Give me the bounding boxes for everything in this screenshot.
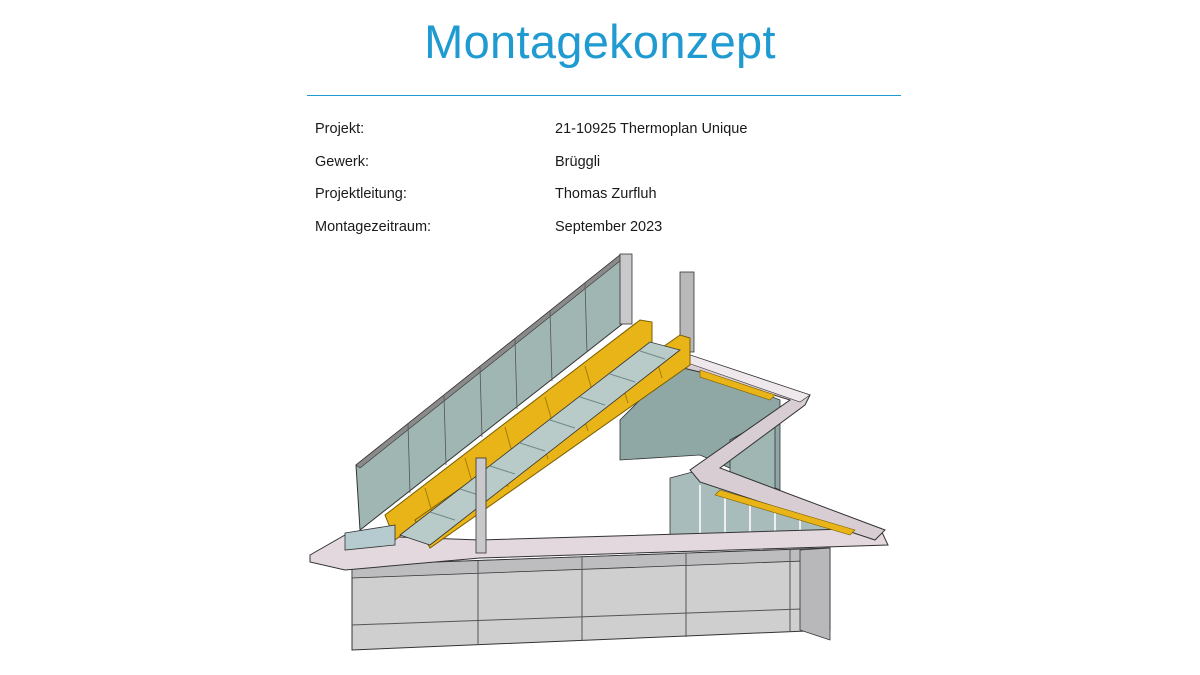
info-value: 21-10925 Thermoplan Unique: [555, 121, 748, 137]
info-value: Brüggli: [555, 153, 601, 170]
info-row-projektleitung: [315, 186, 915, 219]
info-value: Thomas Zurfluh: [555, 186, 657, 202]
info-row-montagezeitraum: [315, 219, 915, 252]
info-label: Projektleitung:: [315, 186, 407, 202]
page-title: Montagekonzept: [424, 15, 776, 68]
left-post: [620, 254, 632, 324]
title-divider: [307, 95, 901, 96]
info-row-projekt: [315, 121, 915, 154]
assembly-drawing: [300, 248, 900, 653]
project-info: [315, 121, 915, 251]
center-post: [476, 458, 486, 553]
lower-wall-side: [800, 548, 830, 640]
info-value: September 2023: [555, 218, 663, 235]
info-label: Gewerk:: [315, 153, 369, 170]
info-label: Projekt:: [315, 121, 365, 137]
info-label: Montagezeitraum:: [315, 218, 432, 235]
info-row-gewerk: [315, 154, 915, 187]
